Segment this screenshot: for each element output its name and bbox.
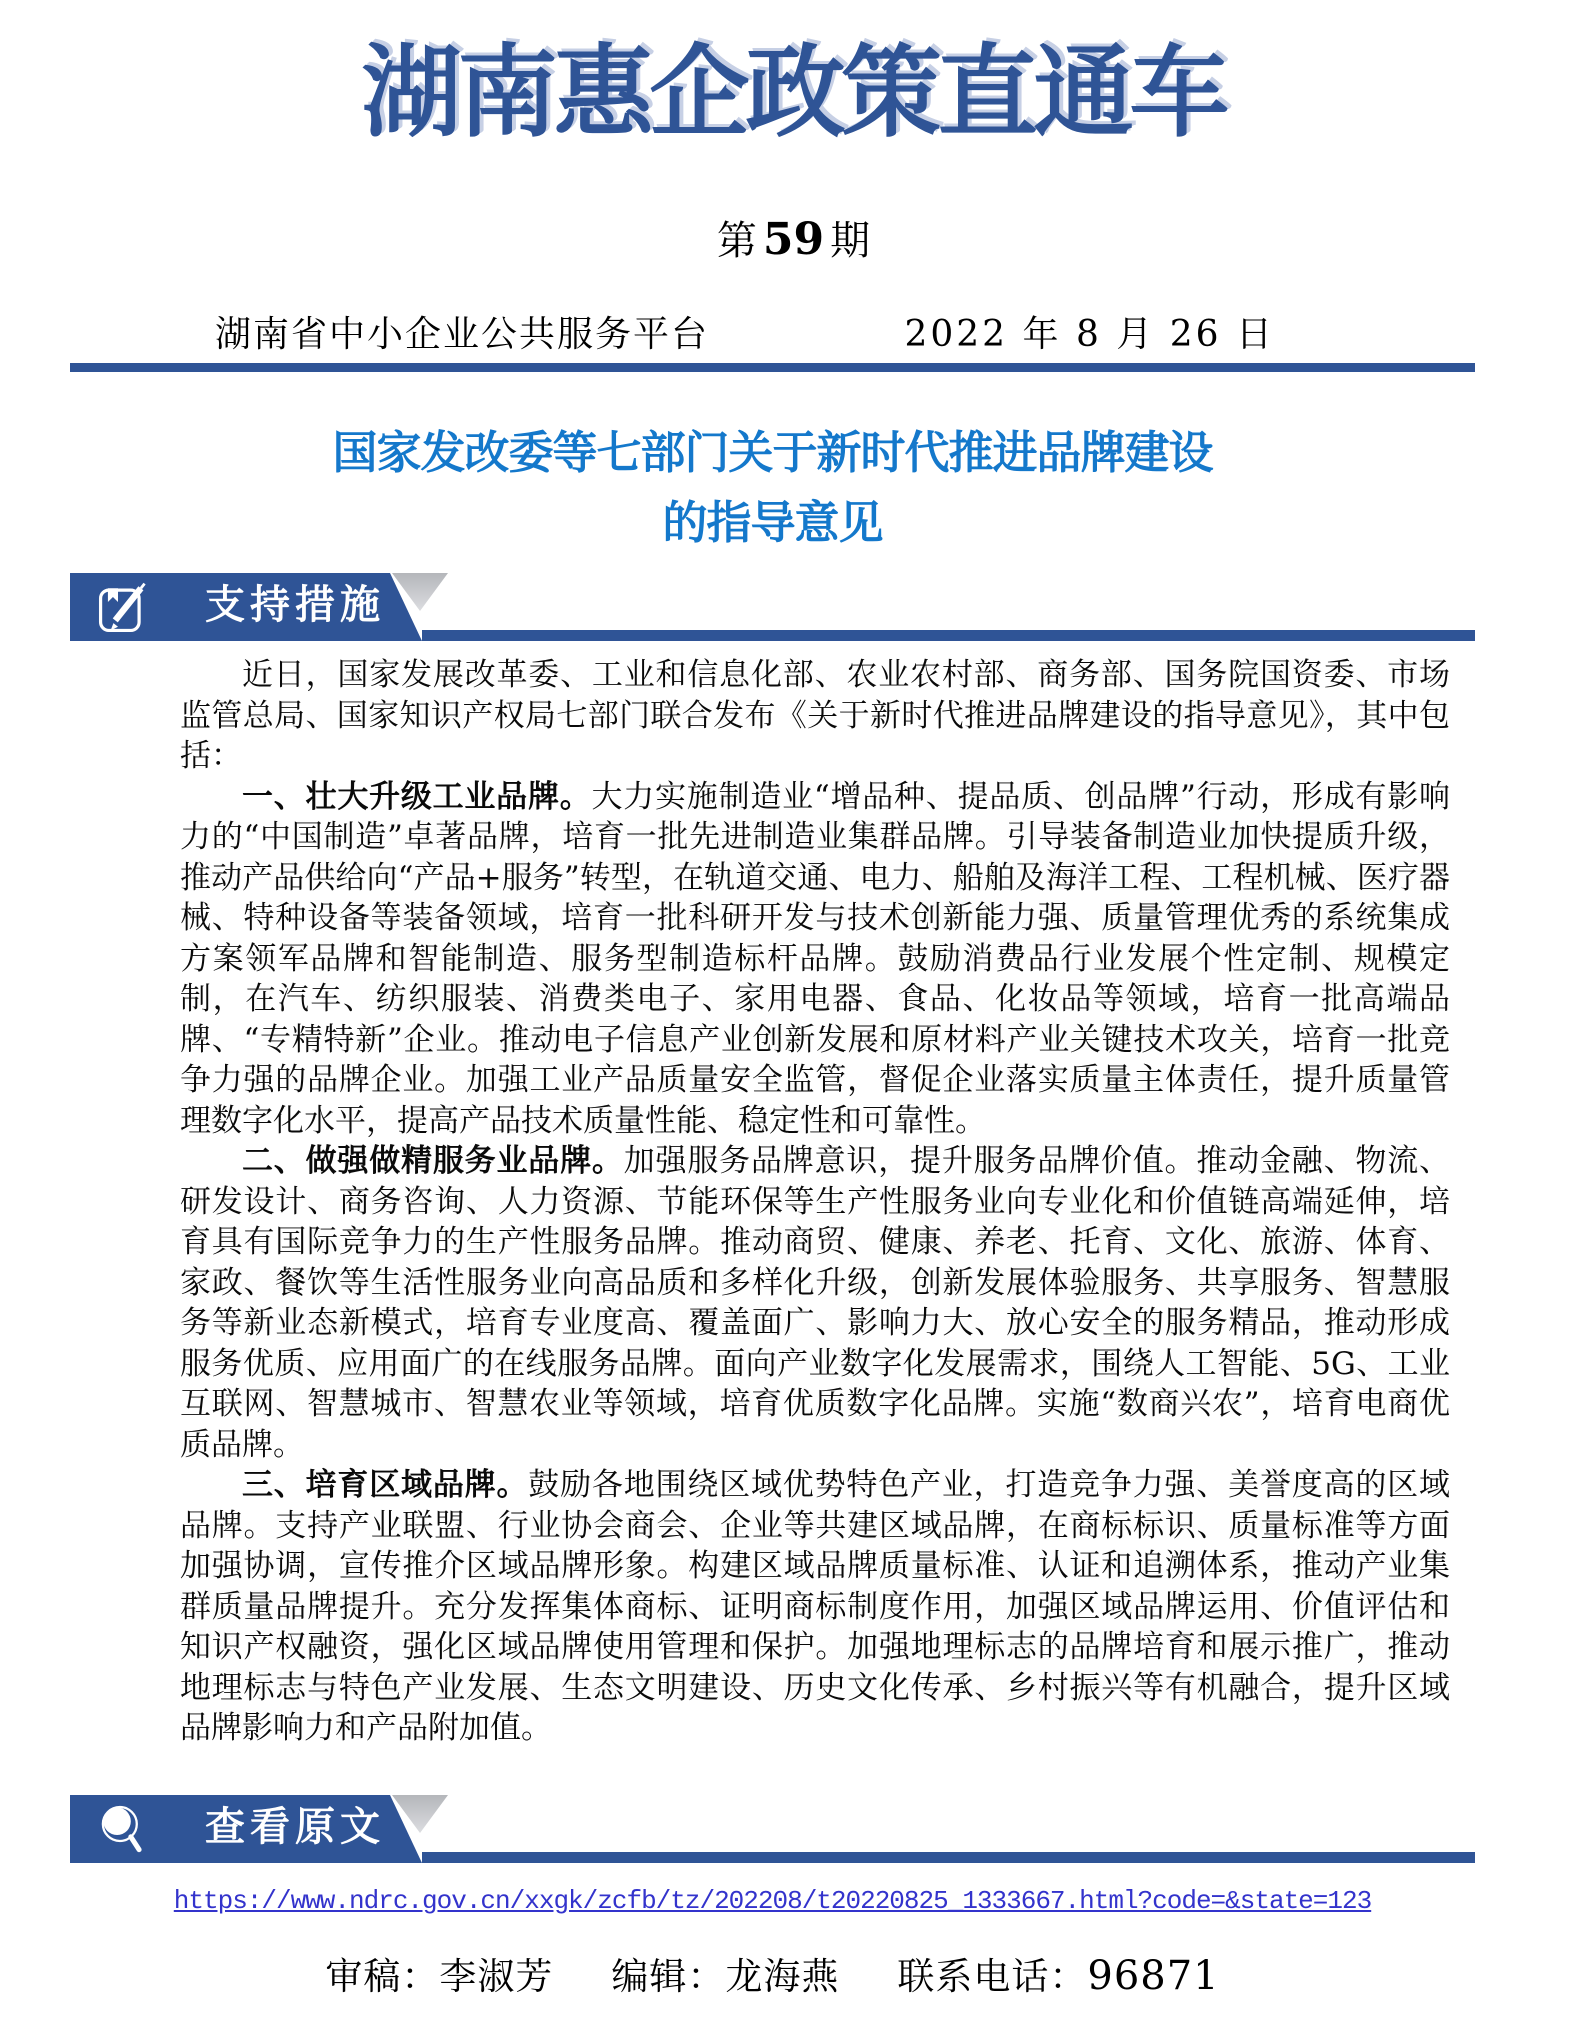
issue-prefix: 第 — [716, 218, 757, 264]
phone-label: 联系电话： — [897, 1955, 1088, 1998]
issue-suffix: 期 — [830, 218, 871, 264]
paragraph-service-brands — [180, 1141, 1450, 1465]
banner-rule — [422, 1852, 1475, 1863]
banner-rule — [422, 630, 1475, 641]
paragraph-lead: 一、壮大升级工业品牌。 — [242, 778, 592, 815]
issue-date: 2022 年 8 月 26 日 — [904, 314, 1275, 355]
paragraph-intro — [180, 655, 1450, 777]
paragraph-lead: 三、培育区域品牌。 — [242, 1467, 529, 1503]
section-banner-support — [70, 573, 1475, 641]
section-banner-label: 支持措施 — [205, 582, 385, 628]
issue-line — [0, 214, 1587, 267]
issue-number: 59 — [762, 214, 825, 265]
paragraph-regional-brands — [180, 1465, 1450, 1749]
reviewer-label: 审稿： — [325, 1955, 440, 1998]
paragraph-lead: 二、做强做精服务业品牌。 — [242, 1143, 624, 1179]
original-link-row — [70, 1886, 1475, 1916]
article-title-line2: 的指导意见 — [662, 496, 883, 549]
paragraph-text: 大力实施制造业“增品种、提品质、创品牌”行动，形成有影响力的“中国制造”卓著品牌，培育一批先进制造业集群品牌。引导装备制造业加快提质升级，推动产品供给向“产品+服务”转型，在轨道交通、电力、船舶及海洋工程、工程机械、医疗器械、特种设备等装备领域，培育一批科研开发与技术创新能力强、质量管理优秀的系统集成方案领军品牌和智能制造、服务型制造标杆品牌。鼓励消费品行业发展个性定制、规模定制，在汽车、纺织服装、消费类电子、家用电器、食品、化妆品等领域，培育一批高端品牌、“专精特新”企业。推动电子信息产业创新发展和原材料产业关键技术攻关，培育一批竞争力强的品牌企业。加强工业产品质量安全监管，督促企业落实质量主体责任，提升质量管理数字化水平，提高产品技术质量性能、稳定性和可靠性。 — [180, 778, 1450, 1139]
pencil-note-icon — [96, 580, 151, 635]
article-title — [70, 418, 1475, 558]
paragraph-text: 近日，国家发展改革委、工业和信息化部、农业农村部、商务部、国务院国资委、市场监管总局、国家知识产权局七部门联合发布《关于新时代推进品牌建设的指导意见》，其中包括： — [180, 657, 1450, 774]
article-title-line1: 国家发改委等七部门关于新时代推进品牌建设 — [332, 426, 1213, 479]
paragraph-text: 加强服务品牌意识，提升服务品牌价值。推动金融、物流、研发设计、商务咨询、人力资源、节能环保等生产性服务业向专业化和价值链高端延伸，培育具有国际竞争力的生产性服务品牌。推动商贸、健康、养老、托育、文化、旅游、体育、家政、餐饮等生活性服务业向高品质和多样化升级，创新发展体验服务、共享服务、智慧服务等新业态新模式，培育专业度高、覆盖面广、影响力大、放心安全的服务精品，推动形成服务优质、应用面广的在线服务品牌。面向产业数字化发展需求，围绕人工智能、5G、工业互联网、智慧城市、智慧农业等领域，培育优质数字化品牌。实施“数商兴农”，培育电商优质品牌。 — [180, 1143, 1451, 1463]
platform-name: 湖南省中小企业公共服务平台 — [215, 314, 710, 355]
paragraph-industrial-brands — [180, 777, 1450, 1142]
original-document-link[interactable]: https://www.ndrc.gov.cn/xxgk/zcfb/tz/202208/t20220825_1333667.html?code=&state=123 — [173, 1886, 1372, 1916]
magnifier-icon — [96, 1802, 151, 1857]
article-body — [180, 655, 1450, 1749]
phone-number: 96871 — [1087, 1953, 1220, 1999]
credits-row — [70, 1946, 1475, 2000]
reviewer-name: 李淑芳 — [439, 1955, 554, 1998]
editor-label: 编辑： — [611, 1955, 726, 1998]
paragraph-text: 鼓励各地围绕区域优势特色产业，打造竞争力强、美誉度高的区域品牌。支持产业联盟、行业协会商会、企业等共建区域品牌，在商标标识、质量标准等方面加强协调，宣传推介区域品牌形象。构建区域品牌质量标准、认证和追溯体系，推动产业集群质量品牌提升。充分发挥集体商标、证明商标制度作用，加强区域品牌运用、价值评估和知识产权融资，强化区域品牌使用管理和保护。加强地理标志的品牌培育和展示推广，推动地理标志与特色产业发展、生态文明建设、历史文化传承、乡村振兴等有机融合，提升区域品牌影响力和产品附加值。 — [180, 1467, 1450, 1746]
section-banner-label: 查看原文 — [205, 1804, 385, 1850]
header-divider — [70, 363, 1475, 372]
info-row — [70, 306, 1475, 356]
editor-name: 龙海燕 — [725, 1955, 840, 1998]
section-banner-original — [70, 1795, 1475, 1863]
masthead-title: 湖南惠企政策直通车 — [361, 33, 1226, 151]
